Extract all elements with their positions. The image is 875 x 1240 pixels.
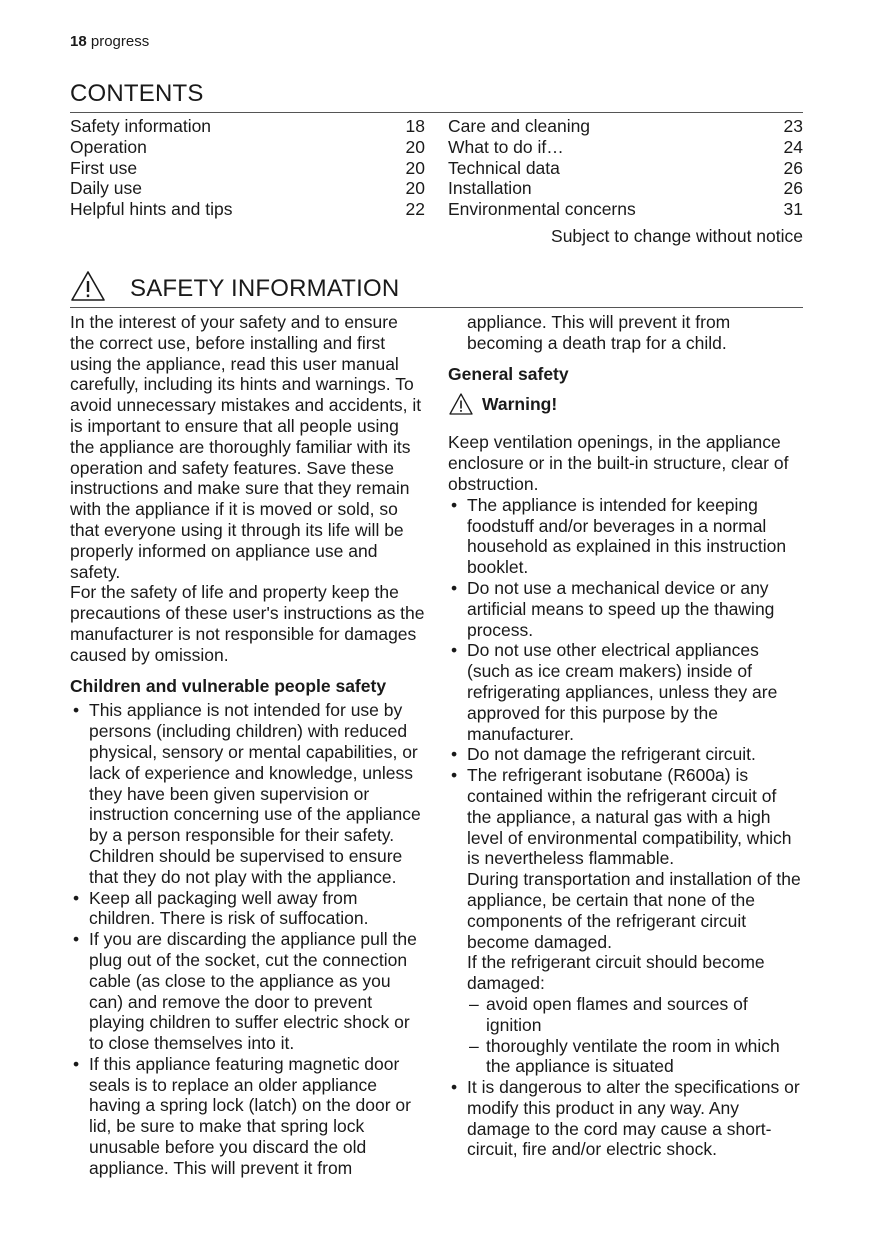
toc-right-column xyxy=(448,116,803,220)
toc-label: Daily use xyxy=(70,178,142,199)
intro-paragraph: For the safety of life and property keep the precautions of these user's instructions as the manufacturer is not responsible for damages caused by omission. xyxy=(70,582,425,665)
brand-name: progress xyxy=(90,33,150,50)
list-item-text: • The refrigerant isobutane (R600a) is contained within the refrigerant circuit of the appliance, a natural gas with a high level of environmental compatibility, which is nevertheless flammable. xyxy=(467,765,792,869)
toc-page: 20 xyxy=(405,157,425,178)
safety-right-column xyxy=(448,312,803,1160)
continued-text-content: appliance. This will prevent it from becoming a death trap for a child. xyxy=(467,312,731,353)
safety-title: SAFETY INFORMATION xyxy=(130,275,400,302)
list-item-text: • Do not damage the refrigerant circuit. xyxy=(467,744,756,765)
warning-triangle-icon xyxy=(448,392,474,416)
contents-title: CONTENTS xyxy=(70,80,204,107)
toc-label: Care and cleaning xyxy=(448,116,591,136)
warning-label: Warning! xyxy=(482,393,558,414)
list-item-text: During transportation and installation of the appliance, be certain that none of the components of the refrigerant circuit become damaged. xyxy=(467,869,801,952)
list-item-text: If the refrigerant circuit should become damaged: xyxy=(467,952,765,994)
list-item-text: • The appliance is intended for keeping foodstuff and/or beverages in a normal household as explained in this instruction booklet. xyxy=(467,494,787,578)
warning-line xyxy=(448,392,803,416)
list-item xyxy=(70,1054,425,1178)
toc-page: 18 xyxy=(405,116,425,136)
toc-entry[interactable] xyxy=(448,137,803,158)
toc-label: Environmental concerns xyxy=(448,199,636,220)
toc-label: First use xyxy=(70,157,138,178)
list-item-text: • Do not use other electrical appliances (such as ice cream makers) inside of refrigerating appliances, unless they are approved for this purpose by the manufacturer. xyxy=(467,640,778,744)
list-item xyxy=(448,765,803,1077)
children-safety-list xyxy=(70,700,425,1178)
toc-page: 26 xyxy=(783,157,803,178)
contents-divider xyxy=(70,112,803,113)
toc-entry[interactable] xyxy=(70,178,425,199)
list-item xyxy=(448,640,803,744)
dash-item: – thoroughly ventilate the room in which the appliance is situated xyxy=(467,1036,803,1078)
toc-label: Technical data xyxy=(448,157,560,178)
warning-triangle-icon xyxy=(70,270,106,302)
general-intro: Keep ventilation openings, in the appliance enclosure or in the built-in structure, clear of obstruction. xyxy=(448,432,789,494)
toc-label: What to do if… xyxy=(448,136,564,157)
toc-entry[interactable] xyxy=(448,158,803,179)
list-item-text: • This appliance is not intended for use by persons (including children) with reduced physical, sensory or mental capabilities, or lack of experience and knowledge, unless they have been given supervision or instruction concerning use of the appliance by a person responsible for their safety. xyxy=(89,700,421,846)
intro-paragraph: In the interest of your safety and to ensure the correct use, before installing and first using the appliance, read this user manual carefully, including its hints and warnings. To avoid unnecessary mistakes and accidents, it is important to ensure that all people using the appliance are thoroughly familiar with its operation and safety features. Save these instructions and make sure that they remain with the appliance if it is moved or sold, so that everyone using it through its life will be properly informed on appliance use and safety. xyxy=(70,312,422,582)
children-safety-heading: Children and vulnerable people safety xyxy=(70,675,387,696)
safety-divider xyxy=(70,307,803,308)
toc-page: 20 xyxy=(405,178,425,199)
page-header xyxy=(70,33,149,50)
toc-page: 22 xyxy=(405,199,425,220)
toc-entry[interactable] xyxy=(448,116,803,137)
list-item xyxy=(70,700,425,887)
list-item xyxy=(448,495,803,578)
dash-item: – avoid open flames and sources of ignition xyxy=(467,994,803,1036)
general-safety-list xyxy=(448,495,803,1161)
toc-label: Operation xyxy=(70,136,147,157)
toc-entry[interactable] xyxy=(448,199,803,220)
list-item xyxy=(448,578,803,640)
list-item xyxy=(70,929,425,1054)
toc-entry[interactable] xyxy=(70,137,425,158)
toc-left-column xyxy=(70,116,425,220)
toc-page: 31 xyxy=(783,199,803,220)
list-item-text: • It is dangerous to alter the specifications or modify this product in any way. Any damage to the cord may cause a short-circuit, fire and/or electric shock. xyxy=(467,1077,800,1160)
toc-entry[interactable] xyxy=(70,199,425,220)
list-item xyxy=(448,744,803,765)
list-item-text: • If this appliance featuring magnetic door seals is to replace an older appliance having a spring lock (latch) on the door or lid, be sure to make that spring lock unusable before you discard the old appliance. This will prevent it from xyxy=(89,1053,411,1178)
continued-text xyxy=(448,312,803,354)
change-notice: Subject to change without notice xyxy=(551,226,803,246)
toc-label: Installation xyxy=(448,178,532,199)
dash-list xyxy=(467,994,803,1077)
toc-label: Helpful hints and tips xyxy=(70,199,233,220)
page-number: 18 xyxy=(70,33,87,50)
toc-entry[interactable] xyxy=(448,178,803,199)
toc-page: 23 xyxy=(783,116,803,136)
list-item xyxy=(448,1077,803,1160)
list-item-text: Children should be supervised to ensure that they do not play with the appliance. xyxy=(89,845,403,887)
list-item-text: • Keep all packaging well away from children. There is risk of suffocation. xyxy=(89,887,369,929)
toc-label: Safety information xyxy=(70,116,212,136)
list-item-text: • Do not use a mechanical device or any artificial means to speed up the thawing process. xyxy=(467,577,775,640)
toc-page: 20 xyxy=(405,136,425,157)
toc-entry[interactable] xyxy=(70,158,425,179)
toc-page: 24 xyxy=(783,136,803,157)
general-safety-heading: General safety xyxy=(448,363,569,384)
toc-page: 26 xyxy=(783,178,803,199)
list-item xyxy=(70,888,425,930)
toc-entry[interactable] xyxy=(70,116,425,137)
list-item-text: • If you are discarding the appliance pull the plug out of the socket, cut the connection cable (as close to the appliance as you can) and remove the door to prevent playing children to suffer electric shock or to close themselves into it. xyxy=(89,929,417,1054)
safety-left-column xyxy=(70,312,425,1178)
